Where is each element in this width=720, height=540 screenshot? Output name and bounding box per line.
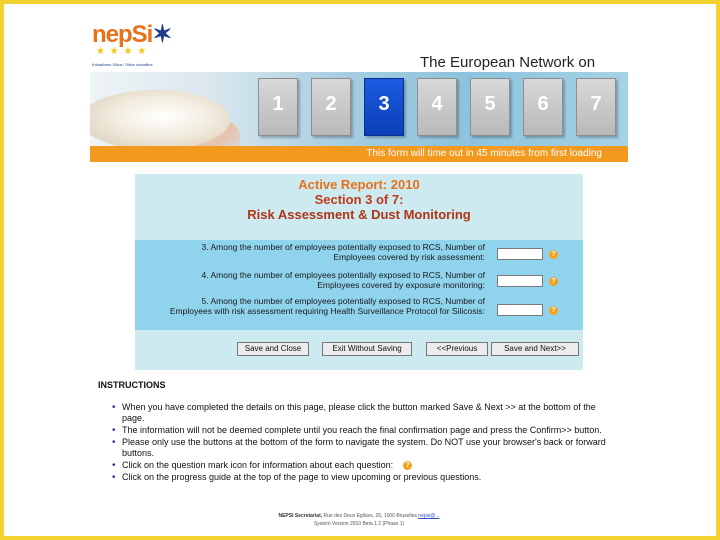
progress-step-4[interactable]: 4 <box>417 78 457 136</box>
footer-email-link[interactable]: nepsi@... <box>418 513 440 519</box>
progress-step-2[interactable]: 2 <box>311 78 351 136</box>
question-4-input[interactable] <box>497 275 543 287</box>
questions-area <box>135 240 583 330</box>
footer-line-1 <box>90 512 628 520</box>
footer <box>90 512 628 528</box>
footer-org: NEPSI Secretariat, <box>278 513 323 519</box>
site-title: The European Network on <box>420 54 596 71</box>
nepsi-logo <box>90 20 170 76</box>
instruction-item <box>110 402 610 424</box>
instruction-text: The information will not be deemed complete until you reach the final confirmation page and press the Confirm>> button. <box>122 425 602 435</box>
question-3-input[interactable] <box>497 248 543 260</box>
instructions-title: INSTRUCTIONS <box>98 380 166 390</box>
form-title: Active Report: 2010 <box>298 177 420 192</box>
logo-stars-icon: ★ ★ ★ ★ <box>96 46 148 57</box>
sand-image <box>90 90 230 146</box>
footer-version: System Version 2010 Beta 1.2 (Phase 1) <box>313 521 405 527</box>
instruction-item <box>110 425 610 436</box>
form-header <box>135 174 583 240</box>
save-and-close-button[interactable]: Save and Close <box>237 342 309 356</box>
instruction-item <box>110 460 610 471</box>
question-5-label: 5. Among the number of employees potentially exposed to RCS, Number of Employees with risk assessment requiring Health Surveillance Protocol for Silicosis: <box>169 296 485 316</box>
question-5-help-icon[interactable]: ? <box>549 306 558 315</box>
footer-address: Rue des Deux Eglises, 26, 1000 Bruxelles <box>323 513 417 519</box>
instruction-text: Please only use the buttons at the bottom of the form to navigate the system. Do NOT use your browser's back or forward buttons. <box>122 437 606 458</box>
page <box>90 16 628 536</box>
form-section: Section 3 of 7: <box>314 192 404 207</box>
question-5-input[interactable] <box>497 304 543 316</box>
instructions-list <box>110 402 610 484</box>
question-4-help-icon[interactable]: ? <box>549 277 558 286</box>
logo-star-icon: ✶ <box>152 21 172 48</box>
progress-step-6[interactable]: 6 <box>523 78 563 136</box>
progress-step-1[interactable]: 1 <box>258 78 298 136</box>
timeout-notice: This form will time out in 45 minutes from first loading <box>90 146 628 162</box>
instruction-text: Click on the question mark icon for information about each question: <box>122 460 394 470</box>
question-3-label: 3. Among the number of employees potentially exposed to RCS, Number of Employees covered by risk assessment: <box>201 242 485 262</box>
exit-without-saving-button[interactable]: Exit Without Saving <box>322 342 412 356</box>
logo-text: nepSi <box>92 21 153 48</box>
progress-step-3[interactable]: 3 <box>364 78 404 136</box>
logo-tagline: Kristallines Silica / Silice cristalline <box>92 62 153 67</box>
instruction-item <box>110 472 610 483</box>
previous-button[interactable]: <<Previous <box>426 342 488 356</box>
form-section-title: Risk Assessment & Dust Monitoring <box>247 207 471 222</box>
progress-step-5[interactable]: 5 <box>470 78 510 136</box>
question-mark-icon: ? <box>403 461 412 470</box>
question-4-label: 4. Among the number of employees potentially exposed to RCS, Number of Employees covered by exposure monitoring: <box>201 270 485 290</box>
instruction-text: Click on the progress guide at the top of the page to view upcoming or previous questions. <box>122 472 482 482</box>
instruction-item <box>110 437 610 459</box>
save-and-next-button[interactable]: Save and Next>> <box>491 342 579 356</box>
progress-step-7[interactable]: 7 <box>576 78 616 136</box>
question-3-help-icon[interactable]: ? <box>549 250 558 259</box>
instruction-text: When you have completed the details on this page, please click the button marked Save & Next >> at the bottom of the page. <box>122 402 596 423</box>
report-form <box>135 174 583 370</box>
logo-wordmark <box>92 20 171 49</box>
